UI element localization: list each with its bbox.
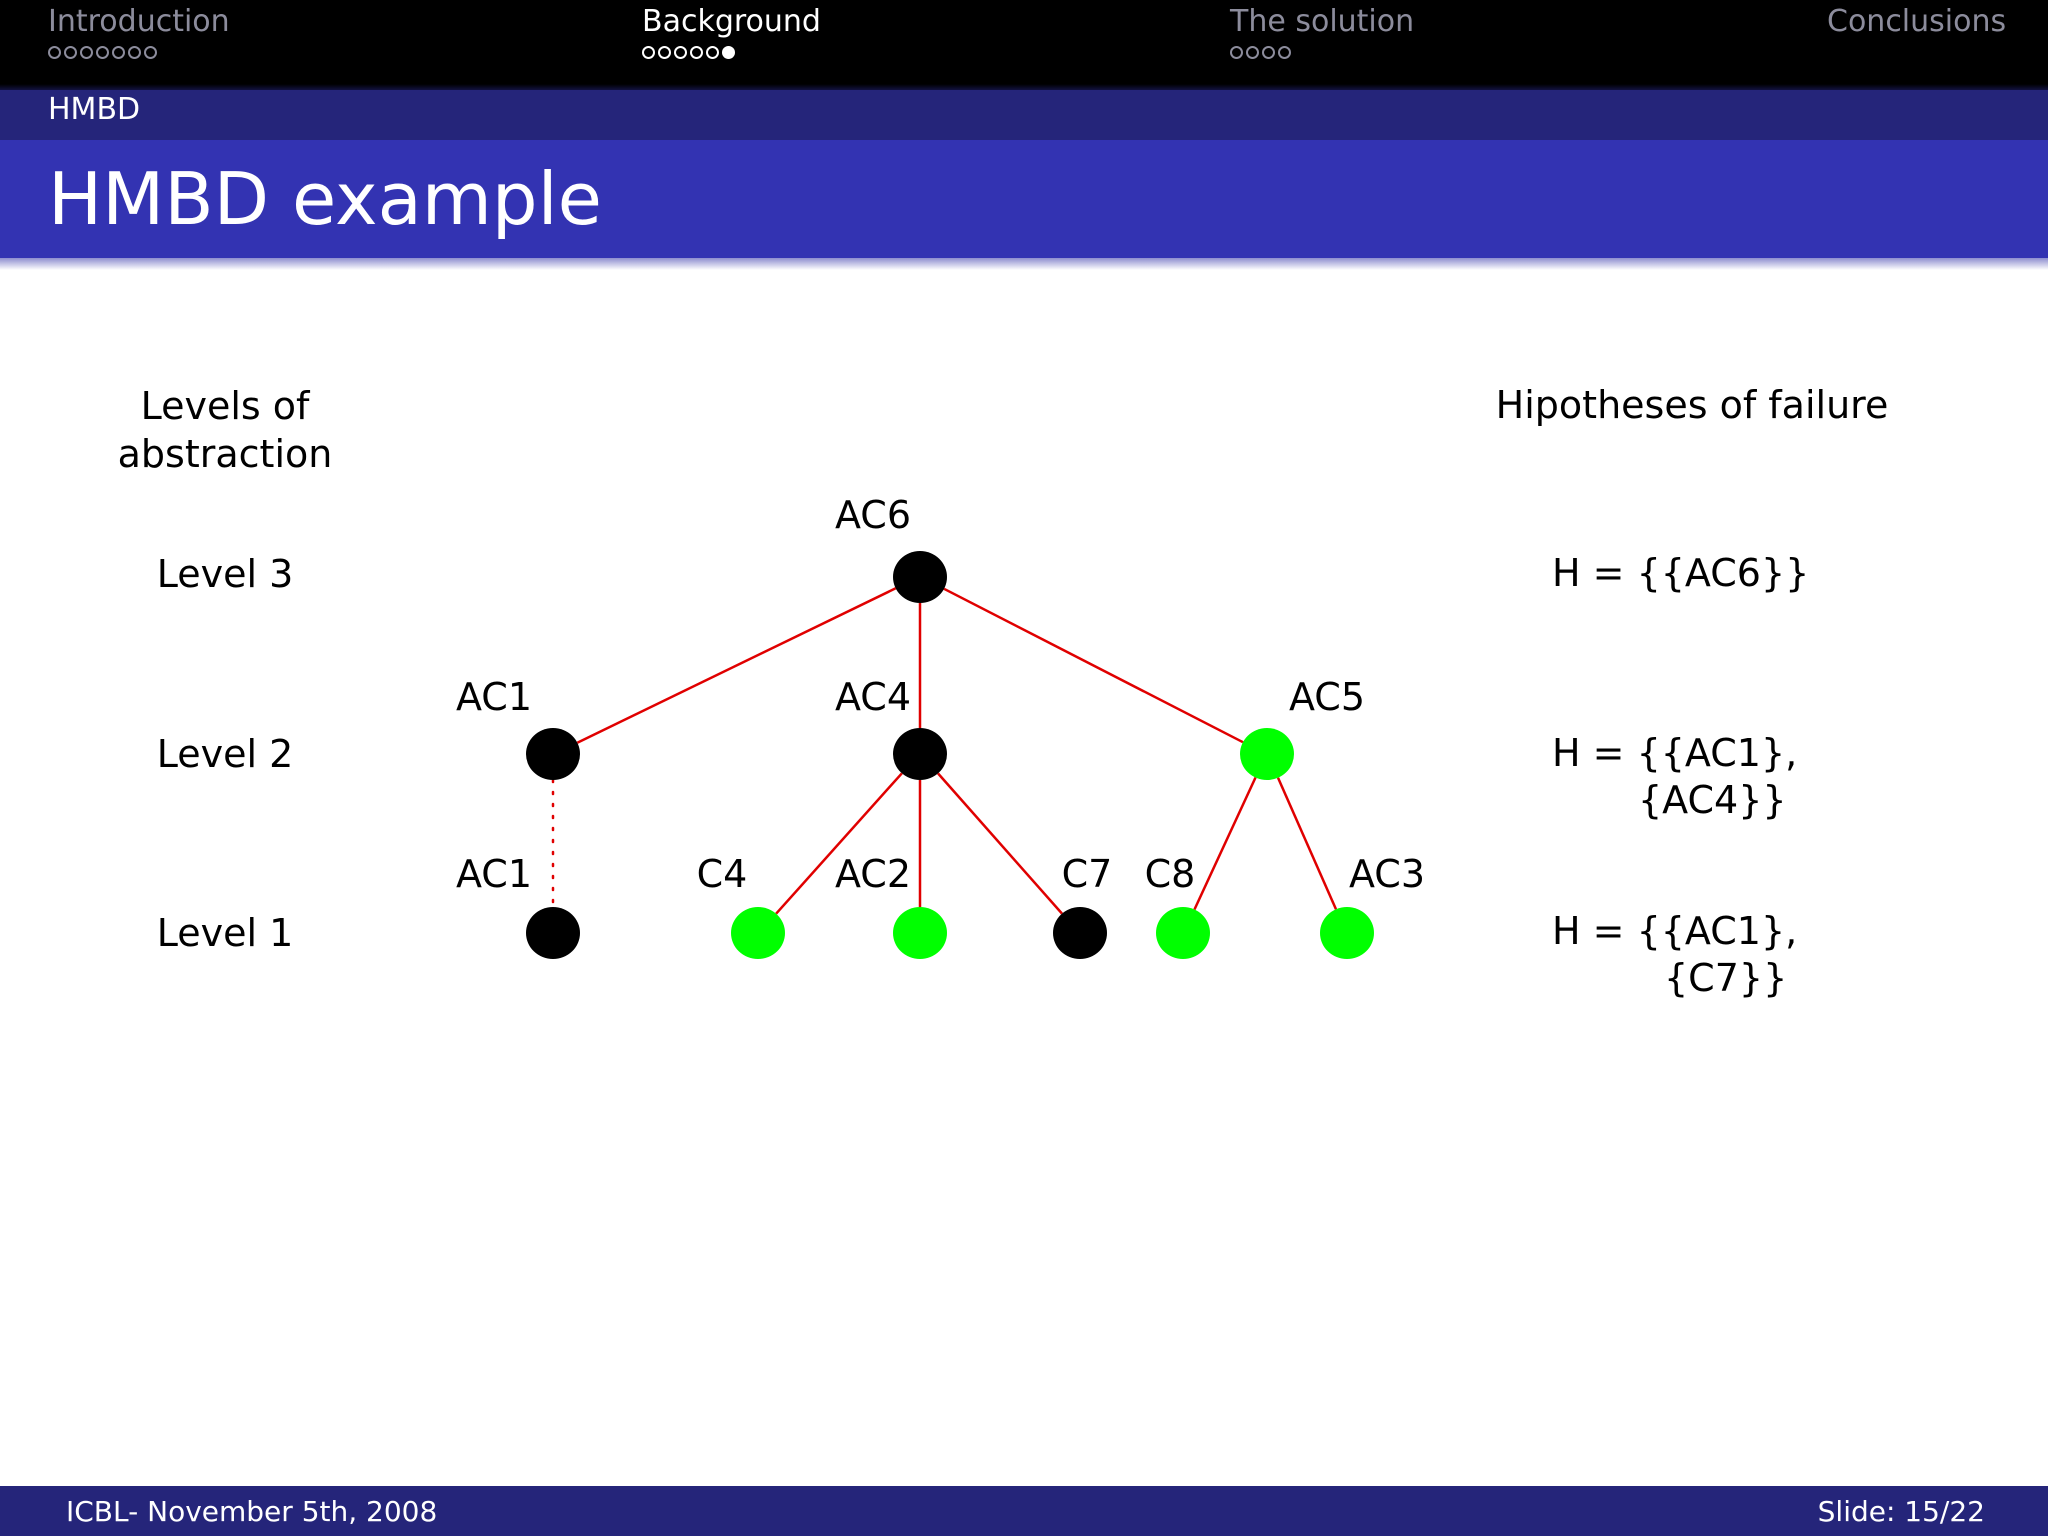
edge-ac6-to-ac1: [577, 588, 895, 742]
slide-title: HMBD example: [48, 157, 602, 241]
node-ac1-level-2: [526, 728, 580, 780]
node-label-c8-level-1: C8: [1144, 852, 1196, 896]
level-2-label: Level 2: [156, 732, 294, 776]
diagram-node-labels: [456, 493, 1425, 896]
node-c4-level-1: [731, 907, 785, 959]
node-ac3-level-1: [1320, 907, 1374, 959]
hypothesis-level-2-line-1: H = {{AC1},: [1552, 731, 1798, 775]
edge-ac5-to-ac3: [1278, 778, 1336, 910]
hypothesis-level-2-line-2: {AC4}}: [1638, 778, 1787, 822]
nav-section-label[interactable]: Background: [642, 4, 821, 39]
node-label-ac1-level-1: AC1: [455, 852, 533, 896]
node-ac2-level-1: [893, 907, 947, 959]
hypothesis-level-3: H = {{AC6}}: [1552, 551, 1810, 595]
node-label-c7-level-1: C7: [1061, 852, 1113, 896]
hypothesis-level-1-line-1: H = {{AC1},: [1552, 909, 1798, 953]
hypotheses-header: Hipotheses of failure: [1495, 383, 1889, 427]
diagram-nodes: [526, 551, 1374, 959]
node-c7-level-1: [1053, 907, 1107, 959]
hypothesis-level-1-line-2: {C7}}: [1664, 956, 1788, 1000]
node-label-ac4-level-2: AC4: [834, 675, 912, 719]
nav-section-label[interactable]: The solution: [1230, 4, 1415, 39]
node-label-ac6-level-3: AC6: [834, 493, 912, 537]
node-ac5-level-2: [1240, 728, 1294, 780]
subsection-title: HMBD: [48, 92, 141, 127]
edge-ac4-to-c7: [938, 773, 1062, 913]
nav-section-label[interactable]: Introduction: [48, 4, 230, 39]
level-3-label: Level 3: [156, 552, 294, 596]
node-label-ac5-level-2: AC5: [1288, 675, 1366, 719]
node-label-c4-level-1: C4: [696, 852, 748, 896]
level-1-label: Level 1: [156, 911, 294, 955]
node-c8-level-1: [1156, 907, 1210, 959]
node-ac4-level-2: [893, 728, 947, 780]
nav-section-label[interactable]: Conclusions: [1827, 4, 2007, 39]
node-ac6-level-3: [893, 551, 947, 603]
node-label-ac3-level-1: AC3: [1348, 852, 1426, 896]
node-label-ac1-level-2: AC1: [455, 675, 533, 719]
footer-slide-number: Slide: 15/22: [1817, 1495, 1985, 1528]
node-ac1-level-1: [526, 907, 580, 959]
edge-ac6-to-ac5: [944, 589, 1243, 742]
levels-header-line-2: abstraction: [117, 432, 333, 476]
node-label-ac2-level-1: AC2: [834, 852, 912, 896]
footer-event-date: ICBL- November 5th, 2008: [66, 1495, 438, 1528]
levels-header-line-1: Levels of: [140, 384, 310, 428]
edge-ac5-to-c8: [1194, 778, 1255, 910]
